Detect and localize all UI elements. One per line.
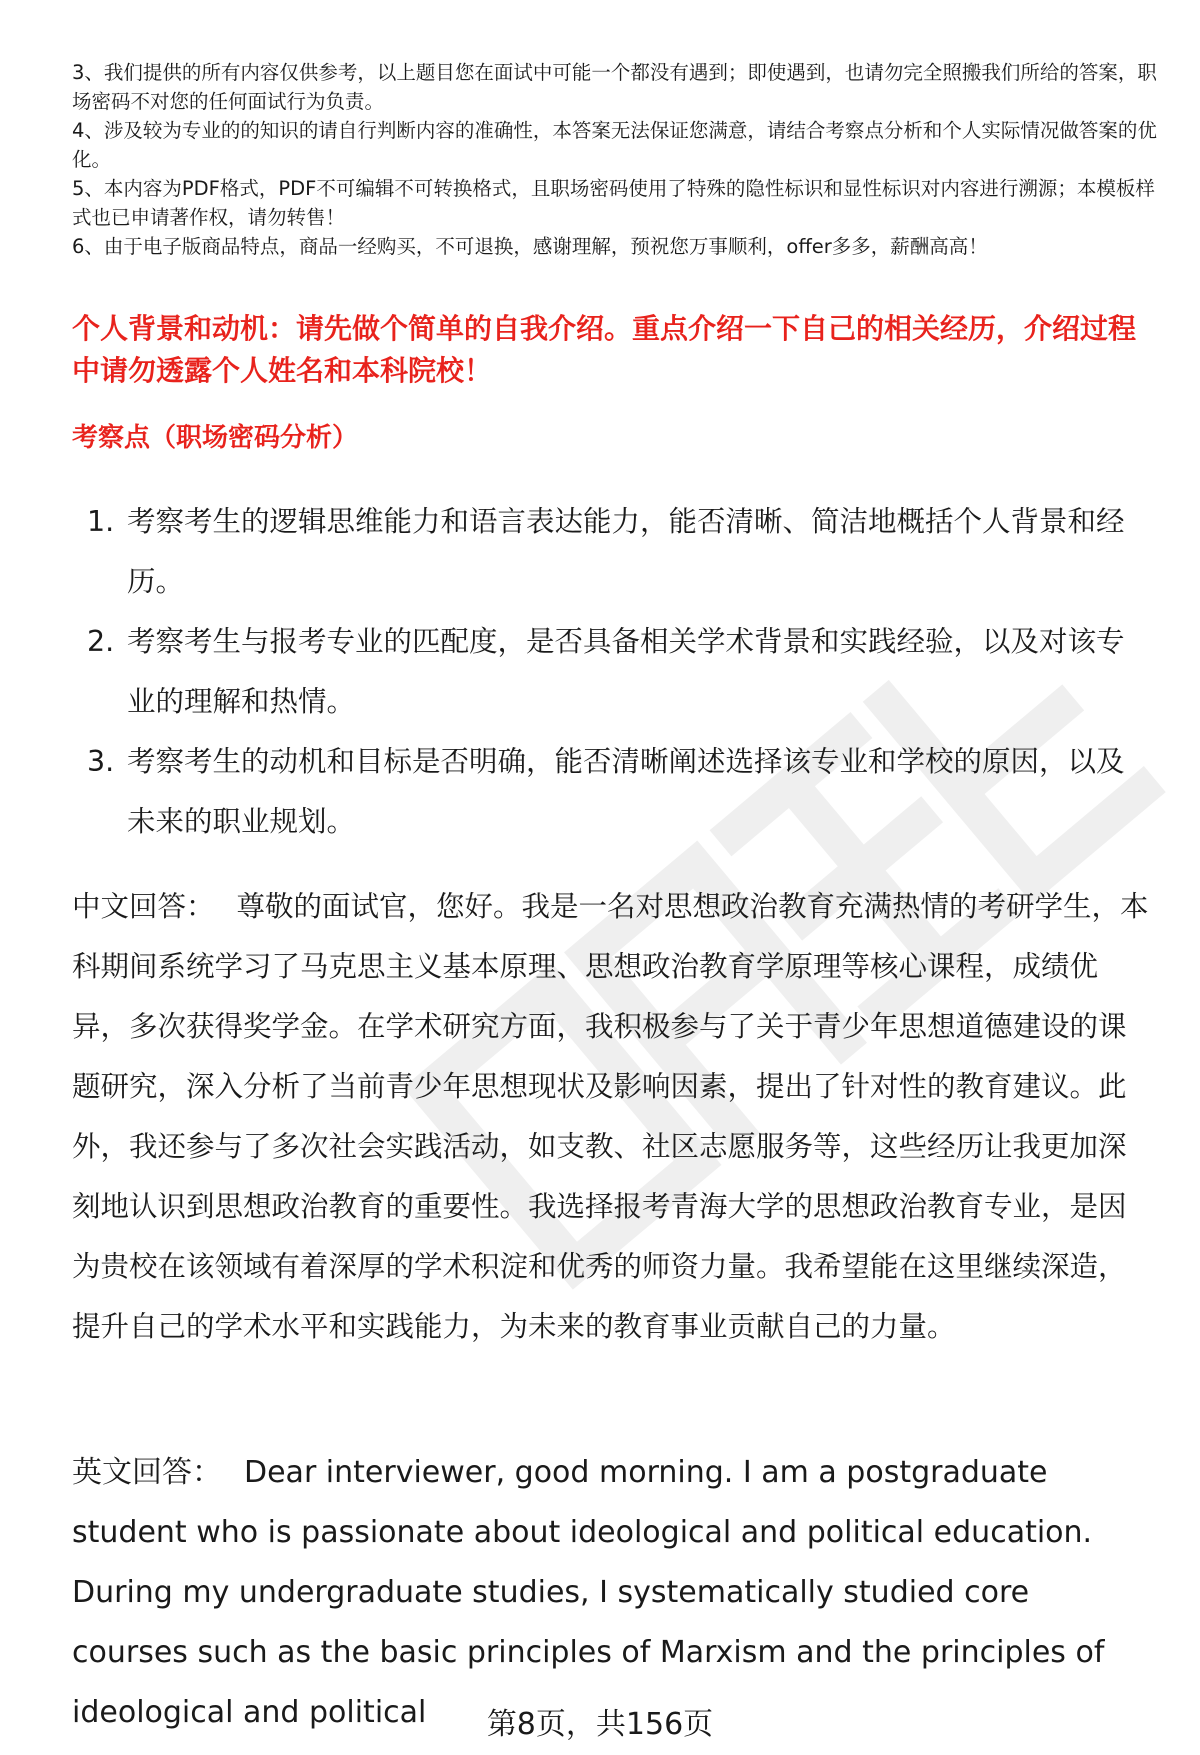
point-text: 考察考生与报考专业的匹配度，是否具备相关学术背景和实践经验，以及对该专业的理解和热情。	[127, 625, 1125, 718]
chinese-answer-text: 尊敬的面试官，您好。我是一名对思想政治教育充满热情的考研学生，本科期间系统学习了马克思主义基本原理、思想政治教育学原理等核心课程，成绩优异，多次获得奖学金。在学术研究方面，我积极参与了关于青少年思想道德建设的课题研究，深入分析了当前青少年思想现状及影响因素，提出了针对性的教育建议。此外，我还参与了多次社会实践活动，如支教、社区志愿服务等，这些经历让我更加深刻地认识到思想政治教育的重要性。我选择报考青海大学的思想政治教育专业，是因为贵校在该领域有着深厚的学术积淀和优秀的师资力量。我希望能在这里继续深造，提升自己的学术水平和实践能力，为未来的教育事业贡献自己的力量。	[72, 890, 1149, 1343]
chinese-answer-label: 中文回答：	[72, 890, 215, 923]
disclaimer-note-5: 5、本内容为PDF格式，PDF不可编辑不可转换格式，且职场密码使用了特殊的隐性标识和显性标识对内容进行溯源；本模板样式也已申请著作权，请勿转售！	[72, 177, 1155, 229]
point-number: 3.	[87, 745, 115, 778]
disclaimer-note-3: 3、我们提供的所有内容仅供参考，以上题目您在面试中可能一个都没有遇到；即使遇到，也请勿完全照搬我们所给的答案，职场密码不对您的任何面试行为负责。	[72, 61, 1157, 113]
point-text: 考察考生的动机和目标是否明确，能否清晰阐述选择该专业和学校的原因，以及未来的职业规划。	[127, 745, 1125, 838]
english-answer	[72, 1443, 1152, 1743]
english-answer-label: 英文回答：	[72, 1455, 222, 1490]
point-text: 考察考生的逻辑思维能力和语言表达能力，能否清晰、简洁地概括个人背景和经历。	[127, 505, 1125, 598]
english-answer-text: Dear interviewer, good morning. I am a postgraduate student who is passionate about ideological and political education. During my undergraduate studies, I systematically studied core courses such as the basic principles of Marxism and the principles of ideological and political	[72, 1455, 1105, 1730]
point-number: 2.	[87, 625, 115, 658]
analysis-point	[72, 492, 1152, 612]
disclaimer-note-4: 4、涉及较为专业的的知识的请自行判断内容的准确性，本答案无法保证您满意，请结合考察点分析和个人实际情况做答案的优化。	[72, 119, 1157, 171]
disclaimer-note-6: 6、由于电子版商品特点，商品一经购买，不可退换，感谢理解，预祝您万事顺利，offer多多，薪酬高高！	[72, 235, 988, 258]
disclaimer-notes	[72, 58, 1162, 261]
interview-question: 个人背景和动机：请先做个简单的自我介绍。重点介绍一下自己的相关经历，介绍过程中请勿透露个人姓名和本科院校！	[72, 312, 1137, 387]
analysis-heading: 考察点（职场密码分析）	[72, 423, 359, 453]
analysis-point	[72, 612, 1152, 732]
page-number-footer: 第8页，共156页	[486, 1707, 714, 1742]
analysis-point-list	[72, 492, 1152, 852]
chinese-answer	[72, 877, 1152, 1357]
analysis-point	[72, 732, 1152, 852]
point-number: 1.	[87, 505, 115, 538]
